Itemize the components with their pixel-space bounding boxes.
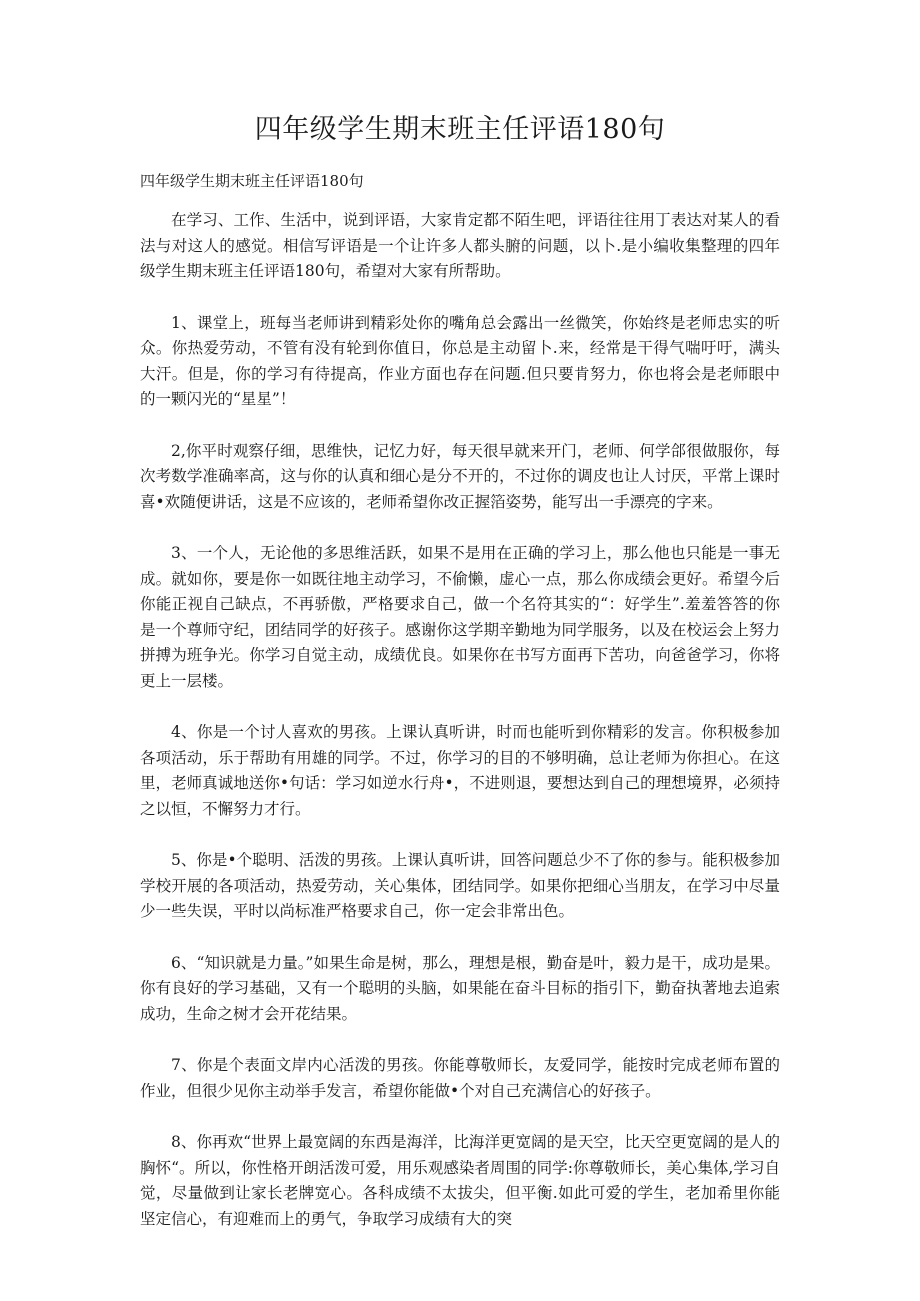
comment-paragraph-5: 5、你是•个聪明、活泼的男孩。上课认真听讲，回答问题总少不了你的参与。能积极参加学校开展的各项活动，热爱劳动，关心集体，团结同学。如果你把细心当朋友，在学习中尽量少一些失误，平时以尚标准严格要求自己，你一定会非常出色。 (140, 851, 780, 920)
comment-paragraph-1: 1、课堂上，班每当老师讲到精彩处你的嘴角总会露出一丝微笑，你始终是老师忠实的听众。你热爱劳动，不管有没有轮到你值日，你总是主动留卜.来，经常是干得气喘吁吁，满头大汗。但是，你的学习有待提高，作业方面也存在问题.但只要肯努力，你也将会是老师眼中的一颗闪光的“星星”！ (140, 313, 780, 408)
comment-paragraph-8: 8、你再欢“世界上最宽阔的东西是海洋，比海洋更宽阔的是天空，比天空更宽阔的是人的胸怀“。所以，你性格开朗活泼可爱，用乐观感染者周围的同学:你尊敬师长，美心集体,学习自觉，尽量做到让家长老牌宽心。各科成绩不太拔尖，但平衡.如此可爱的学生，老加希里你能坚定信心，有迎难而上的勇气，争取学习成绩有大的突 (140, 1133, 780, 1228)
document-subtitle: 四年级学生期末班主任评语180句 (140, 172, 364, 190)
intro-paragraph: 在学习、工作、生活中，说到评语，大家肯定都不陌生吧，评语往往用丁表达对某人的看法与对这人的感觉。相信写评语是一个让许多人都头腑的问题，以卜.是小编收集整理的四年级学生期末班主任评语180句，希望对大家有所帮助。 (140, 211, 780, 280)
document-title: 四年级学生期末班主任评语180句 (254, 114, 666, 145)
comment-paragraph-7: 7、你是个表面文岸内心活泼的男孩。你能尊敬师长，友爱同学，能按时完成老师布置的作业，但很少见你主动举手发言，希望你能做•个对自己充满信心的好孩子。 (140, 1056, 780, 1100)
document-body (140, 208, 780, 1258)
comment-paragraph-2: 2,你平时观察仔细，思维快，记忆力好，每天很早就来开门，老师、何学郃很做服你，每次考数学准确率高，这与你的认真和细心是分不开的，不过你的调皮也让人讨厌，平常上课时喜•欢随便讲话，这是不应该的，老师希望你改正握箔姿势，能写出一手漂亮的字来。 (140, 441, 780, 511)
comment-paragraph-4: 4、你是一个讨人喜欢的男孩。上课认真听讲，时而也能听到你精彩的发言。你积极参加各项活动，乐于帮助有用雄的同学。不过，你学习的目的不够明确，总让老师为你担心。在这里，老师真诚地送你•句话：学习如逆水行舟•，不进则退，要想达到自己的理想境界，必须持之以恒，不懈努力才行。 (140, 723, 780, 818)
comment-paragraph-3: 3、一个人，无论他的多思维活跃，如果不是用在正确的学习上，那么他也只能是一事无成。就如你，要是你一如既往地主动学习，不偷懒，虚心一点，那么你成绩会更好。希望今后你能正视自己缺点，不再骄傲，严格要求自己，做一个名符其实的“：好学生”.羞羞答答的你是一个尊师守纪，团结同学的好孩子。感谢你这学期辛勤地为同学服务，以及在校运会上努力拼搏为班争光。你学习自觉主动，成绩优良。如果你在书写方面再下苦功，向爸爸学习，你将更上一层楼。 (140, 544, 780, 690)
comment-paragraph-6: 6、“知识就是力量。”如果生命是树，那么，理想是根，勤奋是叶，毅力是干，成功是果。你有良好的学习基础，又有一个聪明的头脑，如果能在奋斗目标的指引下，勤奋执著地去追索成功，生命之树才会开花结果。 (140, 953, 780, 1023)
